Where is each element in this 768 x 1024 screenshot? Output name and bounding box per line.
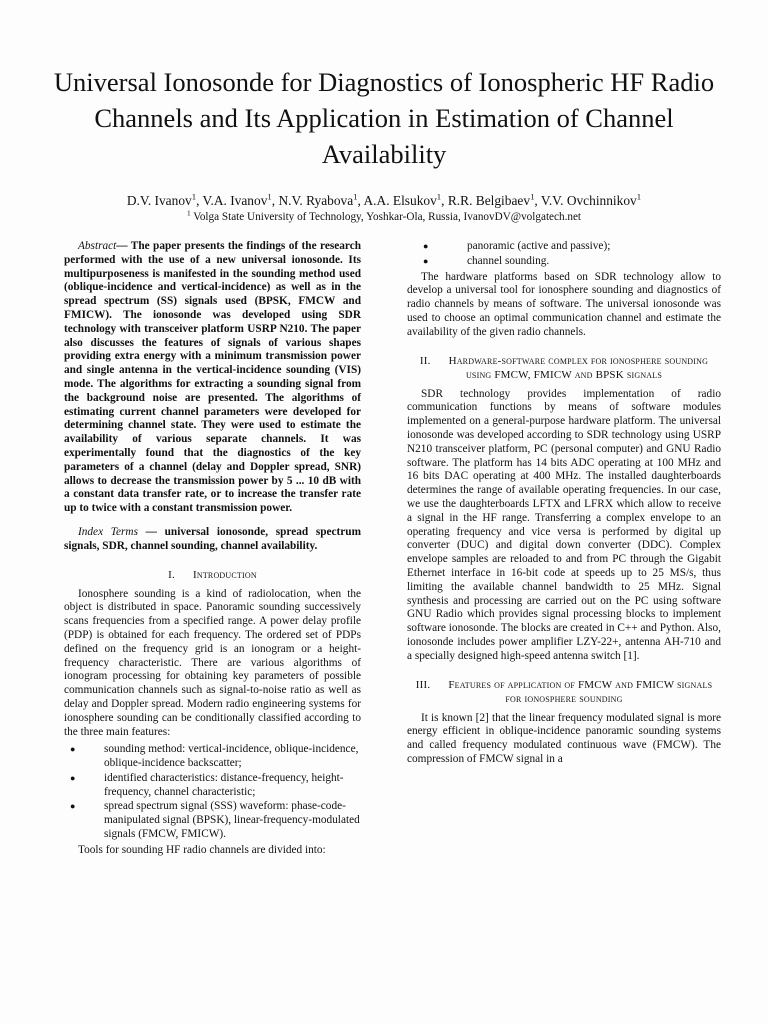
bullet-icon: ● [70, 772, 76, 783]
index-terms-label: Index Terms [78, 525, 138, 538]
author: V.V. Ovchinnikov$^1$ [540, 191, 642, 208]
author: N.V. Ryabova$^1$, [278, 191, 364, 208]
bullet-list [64, 743, 361, 842]
paragraph: It is known [2] that the linear frequency modulated signal is more energy efficient in oblique-incidence panoramic sounding systems and called frequency modulated continuous wave (FMCW). The compression of FMCW signal in a [407, 711, 721, 765]
abstract-label: Abstract [78, 240, 117, 252]
bullet-icon: ● [423, 241, 429, 251]
author: A.A. Elsukov$^1$, [363, 191, 448, 208]
list-item: ● panoramic (active and passive); [423, 240, 611, 252]
author: V.A. Ivanov$^1$, [202, 191, 279, 208]
section-heading: II. Hardware-software complex for ionosphere sounding using FMCW, FMICW and BPSK signals [419, 354, 709, 381]
paragraph: SDR technology provides implementation of radio communication functions by means of software modules implemented on a general-purpose hardware platform. The universal ionosonde was developed according to SDR technology using USRP N210 transceiver platform, PC (personal computer) and GNU Radio software. The platform has 14 bits ADC operating at 100 MHz and 16 bits DAC operating at 400 MHz. The installed daughterboards determines the range of available operating frequencies. In our case, we use the daughterboards LFTX and LFRX which allow to receive a signal in the HF range. Transferring a complex envelope to an operating frequency and vice versa is performed by digital up converter (DUC) and digital down converter (DDC). Complex envelope samples are reloaded to and from PC through the Gigabit Ethernet interface in 16-bit code at speeds up to 25 MS/s, thus limiting the available channel bandwidth to 25 MHz. Signal synthesis and processing are carried out on the PC using software GNU Radio which provides signal processing blocks to implement software ionosonde. The blocks are created in C++ and Python. Also, ionosonde includes power amplifier LZY-22+, antenna AH-710 and a specially designed high-speed antenna switch [1]. [407, 387, 721, 662]
section-heading: III. Features of application of FMCW and FMICW signals for ionosphere sounding [415, 678, 713, 705]
author-list [40, 192, 728, 209]
paragraph: Ionosphere sounding is a kind of radiolocation, when the object is distributed in space. Panoramic sounding successively scans frequencies from a specified range. A power delay profile (PDP) is obtained for each frequency. The ordered set of PDPs defined on the frequency grid is an ionogram or a height-frequency characteristic. There are various algorithms of ionogram processing for obtaining key parameters of possible communication channels such as signal-to-noise ratio as well as delay and Doppler spread. Modern radio engineering systems for ionosphere sounding can be conditionally classified according to the three main features: [64, 587, 361, 738]
list-item: ● sounding method: vertical-incidence, oblique-incidence, oblique-incidence backscatter; [70, 743, 359, 770]
bullet-icon: ● [70, 744, 76, 755]
right-column [407, 240, 721, 767]
paper-title: Universal Ionosonde for Diagnostics of Ionospheric HF Radio Channels and Its Application in Estimation of Channel Availability [53, 67, 715, 169]
abstract-text: — The paper presents the findings of the research performed with the use of a new universal ionosonde. Its multipurposeness is manifested in the sounding method used (oblique-incidence and vertical-incidence) as well as in the spread spectrum (SS) signals used (BPSK, FMCW and FMICW). The ionosonde was developed using SDR technology with transceiver platform USRP N210. The paper also discusses the features of signals of various shapes providing extra energy with a minimum transmission power and single antenna in the vertical-incidence sounding (VIS) mode. The algorithms for extracting a sounding signal from the background noise are presented. The algorithms of estimating current channel parameters were developed for determining channel state. They were used to estimate the availability of various separate channels. It was experimentally found that the diagnostics of the key parameters of a channel (delay and Doppler spread, SNR) allows to decrease the transmission power by 5 ... 10 dB with a constant data transfer rate, or to increase the transfer rate up to twice with a constant transmission power. [64, 240, 361, 515]
author: D.V. Ivanov$^1$, [126, 191, 203, 208]
index-terms-text: — universal ionosonde, spread spectrum signals, SDR, channel sounding, channel availability. [64, 525, 362, 552]
abstract [64, 240, 361, 516]
paragraph: The hardware platforms based on SDR technology allow to develop a universal tool for ionosphere sounding and diagnostics of radio channels by means of software. The universal ionosonde was used to choose an optimal communication channel and estimate the availability of the given radio channels. [407, 270, 721, 338]
author: R.R. Belgibaev$^1$, [447, 191, 541, 208]
left-column [64, 240, 361, 858]
index-terms [64, 526, 361, 554]
paragraph: Tools for sounding HF radio channels are divided into: [78, 843, 326, 856]
list-item: ● channel sounding. [423, 254, 550, 267]
affiliation: $^1$ Volga State University of Technology, Yoshkar-Ola, Russia, IvanovDV@volgatech.net [186, 209, 582, 223]
bullet-list [407, 240, 721, 269]
bullet-icon: ● [423, 255, 429, 266]
section-heading: I. Introduction [168, 568, 257, 581]
list-item: ● spread spectrum signal (SSS) waveform: phase-code-manipulated signal (BPSK), linear-frequency-modulated signals (FMCW, FMICW). [70, 800, 360, 841]
list-item: ● identified characteristics: distance-frequency, height-frequency, channel characteristic; [70, 771, 344, 798]
bullet-icon: ● [70, 801, 76, 812]
